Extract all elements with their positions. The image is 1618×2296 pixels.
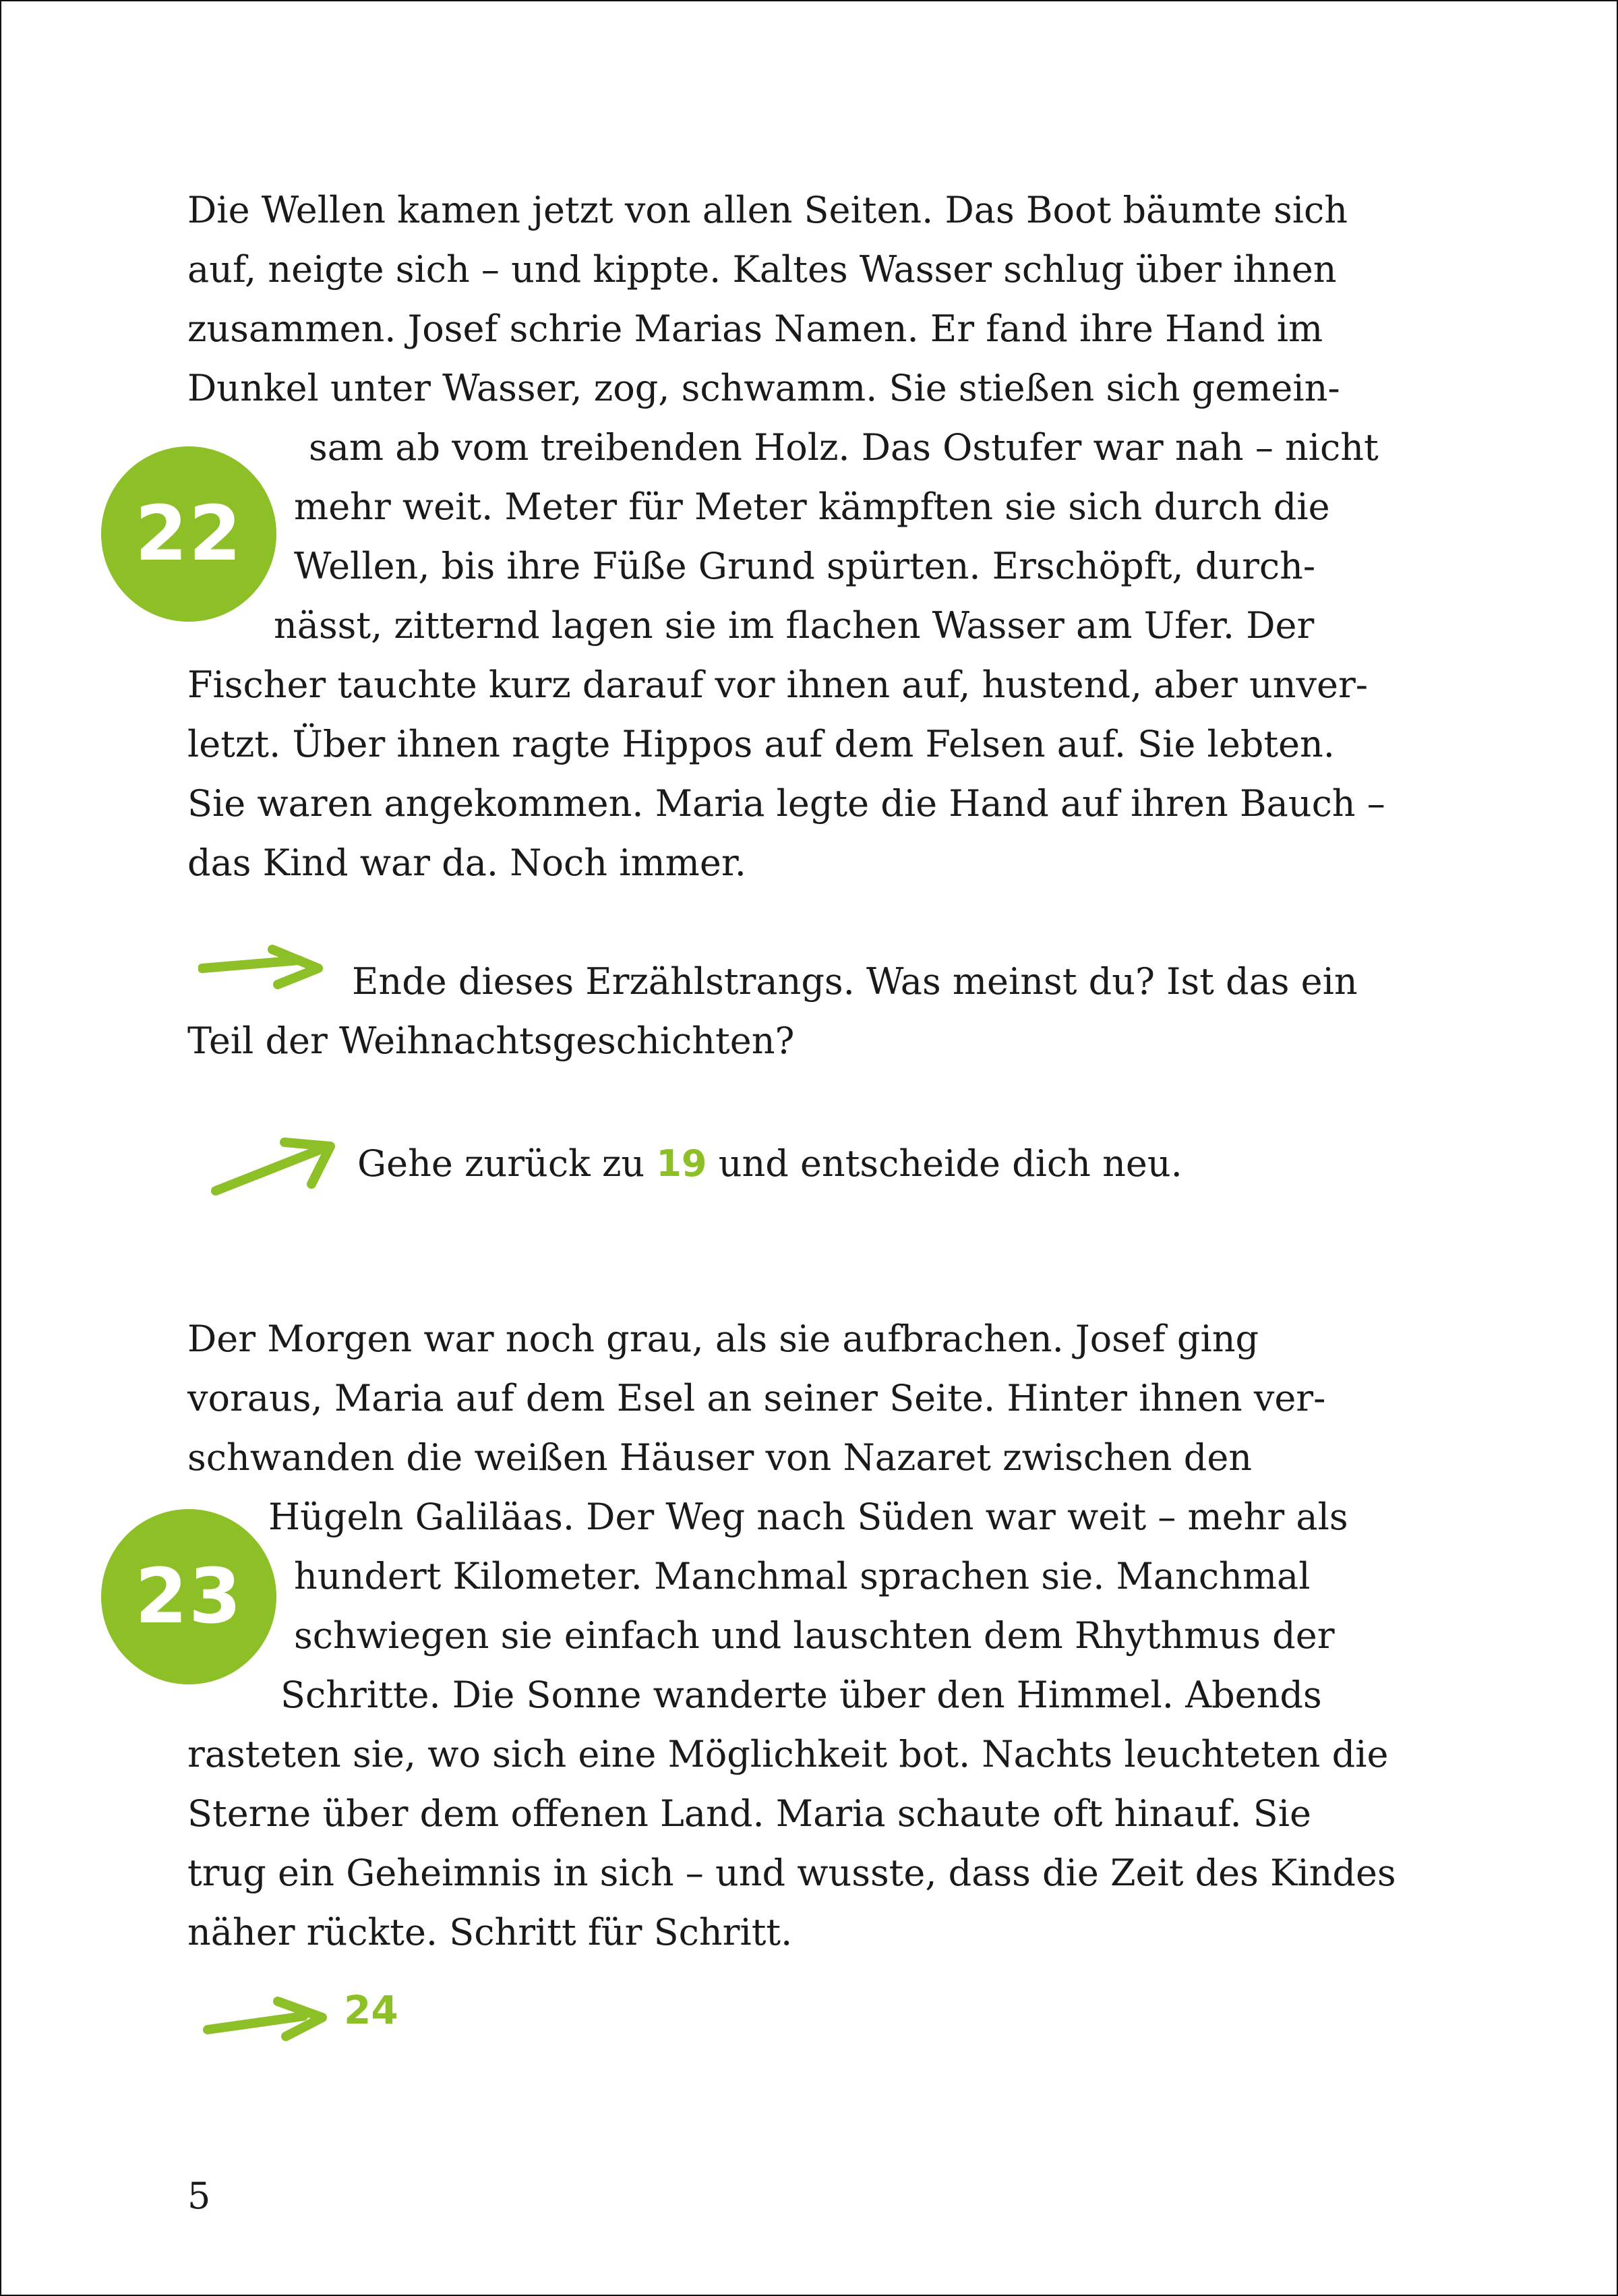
text-line: Sie waren angekommen. Maria legte die Hand auf ihren Bauch – xyxy=(187,782,1385,825)
end-note-line: Teil der Weihnachtsgeschichten? xyxy=(187,1020,795,1062)
text-line: Die Wellen kamen jetzt von allen Seiten. Das Boot bäumte sich xyxy=(187,189,1348,231)
back-instruction[interactable] xyxy=(357,1134,1182,1194)
text-line: das Kind war da. Noch immer. xyxy=(187,842,746,884)
text-line: schwiegen sie einfach und lauschten dem Rhythmus der xyxy=(294,1614,1335,1657)
text-line: mehr weit. Meter für Meter kämpften sie sich durch die xyxy=(294,485,1330,528)
text-line: sam ab vom treibenden Holz. Das Ostufer war nah – nicht xyxy=(309,426,1379,469)
next-section-link[interactable]: 24 xyxy=(344,1987,398,2033)
end-note-line: Ende dieses Erzählstrangs. Was meinst du? Ist das ein xyxy=(352,960,1358,1003)
text-line: voraus, Maria auf dem Esel an seiner Seite. Hinter ihnen ver- xyxy=(187,1377,1326,1419)
text-line: letzt. Über ihnen ragte Hippos auf dem Felsen auf. Sie lebten. xyxy=(187,723,1335,765)
section-22-badge xyxy=(101,446,276,622)
text-line: Schritte. Die Sonne wanderte über den Himmel. Abends xyxy=(280,1674,1322,1716)
text-line: näher rückte. Schritt für Schritt. xyxy=(187,1911,793,1953)
arrow-up-right-icon xyxy=(210,1131,338,1199)
text-line: Dunkel unter Wasser, zog, schwamm. Sie stießen sich gemein- xyxy=(187,367,1340,409)
section-23-badge xyxy=(101,1509,276,1684)
arrow-right-icon xyxy=(198,943,326,990)
text-line: hundert Kilometer. Manchmal sprachen sie. Manchmal xyxy=(294,1555,1311,1597)
section-22-number: 22 xyxy=(135,490,243,578)
arrow-right-icon xyxy=(202,1989,330,2043)
page-number: 5 xyxy=(187,2175,211,2217)
text-line: auf, neigte sich – und kippte. Kaltes Wasser schlug über ihnen xyxy=(187,248,1337,291)
text-line: Hügeln Galiläas. Der Weg nach Süden war weit – mehr als xyxy=(268,1496,1348,1538)
text-line: Wellen, bis ihre Füße Grund spürten. Erschöpft, durch- xyxy=(294,545,1316,587)
text-line: schwanden die weißen Häuser von Nazaret zwischen den xyxy=(187,1436,1253,1479)
text-line: Fischer tauchte kurz darauf vor ihnen auf, hustend, aber unver- xyxy=(187,664,1369,706)
text-line: rasteten sie, wo sich eine Möglichkeit bot. Nachts leuchteten die xyxy=(187,1733,1389,1775)
text-line: Der Morgen war noch grau, als sie aufbrachen. Josef ging xyxy=(187,1318,1259,1360)
text-line: trug ein Geheimnis in sich – und wusste, dass die Zeit des Kindes xyxy=(187,1852,1396,1894)
text-line: nässt, zitternd lagen sie im flachen Wasser am Ufer. Der xyxy=(274,604,1315,647)
back-prefix: Gehe zurück zu xyxy=(357,1142,645,1185)
section-23-number: 23 xyxy=(135,1553,243,1641)
text-line: Sterne über dem offenen Land. Maria schaute oft hinauf. Sie xyxy=(187,1792,1312,1835)
back-target-link[interactable]: 19 xyxy=(656,1142,707,1185)
back-suffix: und entscheide dich neu. xyxy=(718,1142,1182,1185)
text-line: zusammen. Josef schrie Marias Namen. Er fand ihre Hand im xyxy=(187,307,1323,350)
